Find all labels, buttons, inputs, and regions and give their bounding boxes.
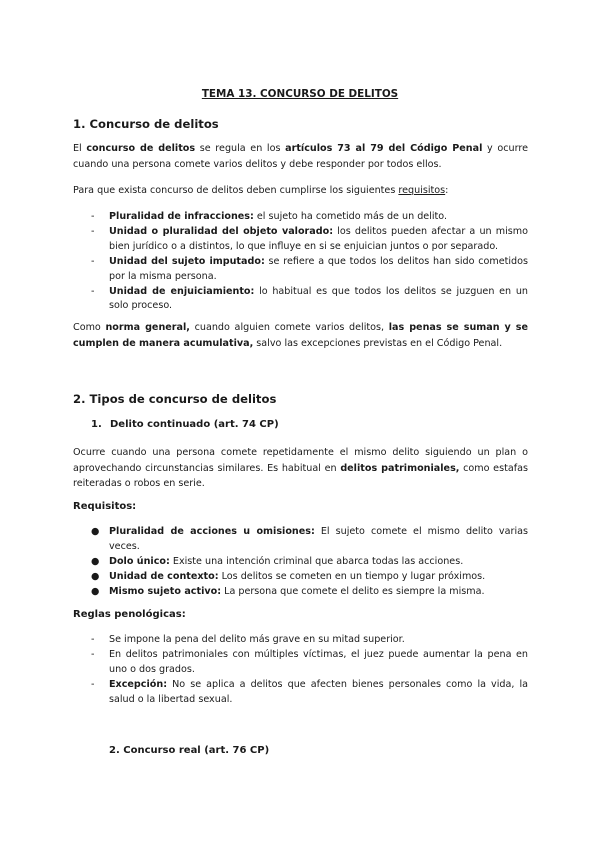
list-item: - Unidad del sujeto imputado: se refiere a que todos los delitos han sido cometidos por la misma persona. [91, 255, 528, 282]
document-title: TEMA 13. CONCURSO DE DELITOS [201, 88, 399, 100]
list-item: ● Pluralidad de acciones u omisiones: El sujeto comete el mismo delito varias veces. [91, 526, 528, 552]
list-item: ● Mismo sujeto activo: La persona que comete el delito es siempre la misma. [91, 585, 485, 597]
subsection-1-heading: 1. Delito continuado (art. 74 CP) [91, 419, 279, 430]
requirements-list [73, 210, 528, 314]
section-1-heading: 1. Concurso de delitos [73, 117, 219, 131]
list-item: - Excepción: No se aplica a delitos que afecten bienes personales como la vida, la salud o la libertad sexual. [91, 678, 528, 705]
general-rule-paragraph: Como norma general, cuando alguien comete varios delitos, las penas se suman y se cumplen de manera acumulativa, salvo las excepciones previstas en el Código Penal. [73, 322, 529, 349]
list-item: - Se impone la pena del delito más grave en su mitad superior. [91, 634, 405, 645]
requirements-intro: Para que exista concurso de delitos deben cumplirse los siguientes requisitos: [73, 185, 449, 196]
penological-rules-heading: Reglas penológicas: [73, 609, 186, 620]
continued-crime-paragraph: Ocurre cuando una persona comete repetidamente el mismo delito siguiendo un plan o aprovechando circunstancias similares. Es habitual en delitos patrimoniales, como estafas reiteradas o robos en serie. [73, 447, 528, 489]
section-1-intro: El concurso de delitos se regula en los artículos 73 al 79 del Código Penal y ocurre cuando una persona comete varios delitos y debe responder por todos ellos. [73, 143, 529, 170]
requirements-heading: Requisitos: [73, 501, 137, 512]
list-item: ● Dolo único: Existe una intención criminal que abarca todas las acciones. [91, 555, 464, 567]
list-item: - Pluralidad de infracciones: el sujeto ha cometido más de un delito. [91, 211, 448, 222]
penological-rules-list [73, 633, 528, 708]
continued-requirements-list [73, 525, 528, 600]
subsection-2-heading: 2. Concurso real (art. 76 CP) [109, 745, 270, 756]
list-item: - En delitos patrimoniales con múltiples víctimas, el juez puede aumentar la pena en uno o dos grados. [91, 648, 528, 675]
list-item: - Unidad de enjuiciamiento: lo habitual es que todos los delitos se juzguen en un solo proceso. [91, 285, 528, 312]
section-2-heading: 2. Tipos de concurso de delitos [73, 392, 277, 406]
list-item: - Unidad o pluralidad del objeto valorado: los delitos pueden afectar a un mismo bien jurídico o a distintos, lo que influye en si se enjuician juntos o por separado. [91, 225, 528, 252]
list-item: ● Unidad de contexto: Los delitos se cometen en un tiempo y lugar próximos. [91, 570, 486, 582]
